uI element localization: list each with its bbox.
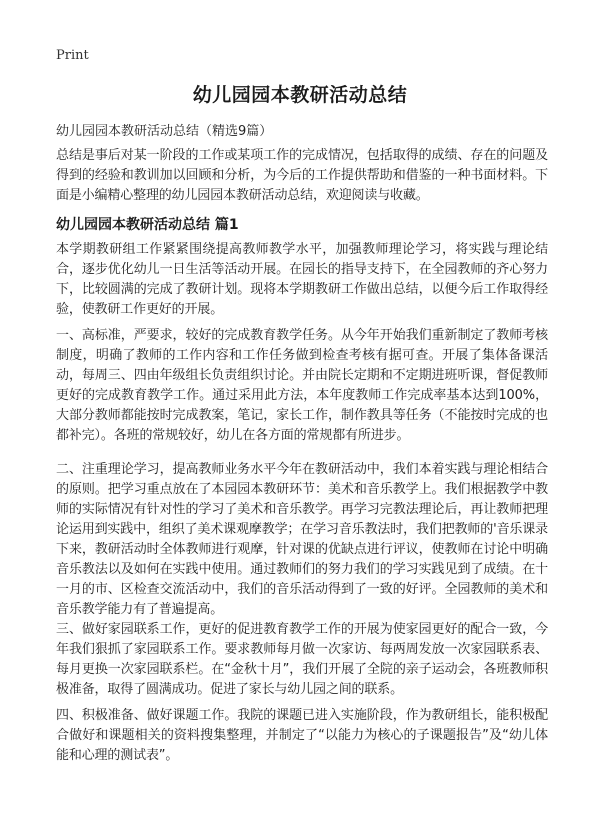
page-title: 幼儿园园本教研活动总结 [192,84,408,106]
intro-paragraph: 总结是事后对某一阶段的工作或某项工作的完成情况，包括取得的成绩、存在的问题及得到的经验和教训加以回顾和分析，为今后的工作提供帮助和借鉴的一种书面材料。下面是小编精心整理的幼儿园园本教研活动总结，欢迎阅读与收藏。 [56,148,548,203]
body-paragraph-2: 一、高标准，严要求，较好的完成教育教学任务。从今年开始我们重新制定了教师考核制度，明确了教师的工作内容和工作任务做到检查考核有据可查。开展了集体备课活动，每周三、四由年级组长负责组织讨论。并由院长定期和不定期进班听课，督促教师更好的完成教育教学工作。通过采用此方法，本年度教师工作完成率基本达到100%，大部分教师都能按时完成教案，笔记，家长工作，制作教具等任务（不能按时完成的也都补完）。各班的常规较好，幼儿在各方面的常规都有所进步。 [56,328,548,443]
body-paragraph-5: 四、积极准备、做好课题工作。我院的课题已进入实施阶段，作为教研组长，能积极配合做好和课题相关的资料搜集整理，并制定了“以能力为核心的子课题报告”及“幼儿体能和心理的测试表”。 [56,708,548,763]
print-label[interactable]: Print [56,48,89,63]
body-paragraph-1: 本学期教研组工作紧紧围绕提高教师教学水平，加强教师理论学习，将实践与理论结合，逐步优化幼儿一日生活等活动开展。在园长的指导支持下，在全园教师的齐心努力下，比较圆满的完成了教研计划。现将本学期教研工作做出总结，以便今后工作取得经验，使教研工作更好的开展。 [56,242,548,317]
document-subtitle: 幼儿园园本教研活动总结（精选9篇） [56,124,273,139]
section-heading: 幼儿园园本教研活动总结 篇1 [56,217,239,233]
body-paragraph-4: 三、做好家园联系工作，更好的促进教育教学工作的开展为使家园更好的配合一致，今年我们狠抓了家园联系工作。要求教师每月做一次家访、每两周发放一次家园联系表、每月更换一次家园联系栏。在“金秋十月”，我们开展了全院的亲子运动会，各班教师积极准备，取得了圆满成功。促进了家长与幼儿园之间的联系。 [56,622,548,697]
body-paragraph-3: 二、注重理论学习，提高教师业务水平今年在教研活动中，我们本着实践与理论相结合的原则。把学习重点放在了本园园本教研环节：美术和音乐教学上。我们根据教学中教师的实际情况有针对性的学习了美术和音乐教学。再学习完教法理论后，再让教师把理论运用到实践中，组织了美术课观摩教学；在学习音乐教法时，我们把教师的'音乐课录下来，教研活动时全体教师进行观摩，针对课的优缺点进行评议，使教师在讨论中明确音乐教法以及如何在实践中使用。通过教师们的努力我们的学习实践见到了成绩。在十一月的市、区检查交流活动中，我们的音乐活动得到了一致的好评。全园教师的美术和音乐教学能力有了普遍提高。 [56,462,548,617]
